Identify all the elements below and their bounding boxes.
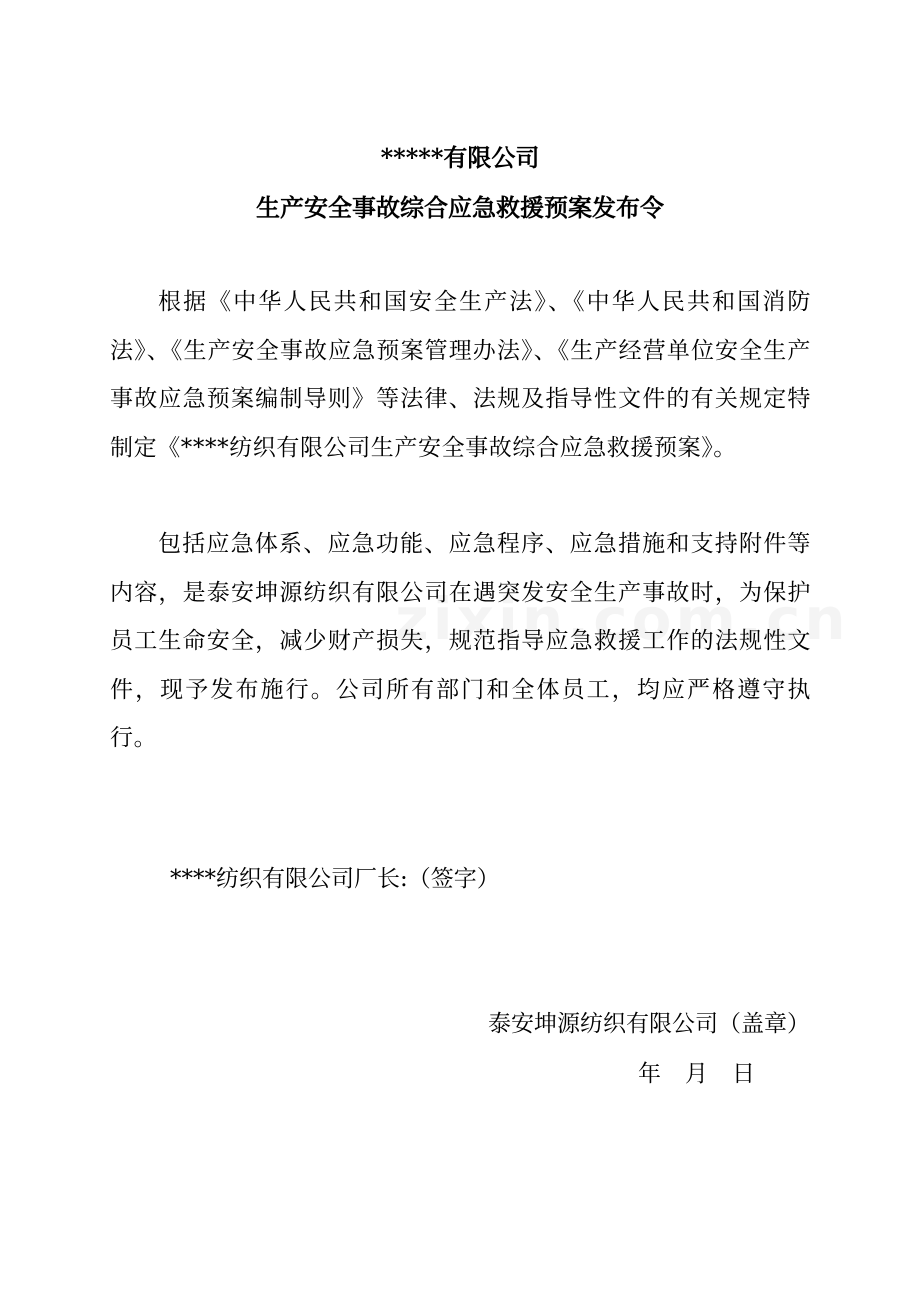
notice-title: 生产安全事故综合应急救援预案发布令 [256, 193, 664, 222]
date-year: 年 [638, 1061, 661, 1087]
date-month: 月 [685, 1061, 708, 1087]
company-title: *****有限公司 [380, 143, 540, 172]
seal-line: 泰安坤源纺织有限公司（盖章） [488, 1011, 810, 1037]
date-day: 日 [732, 1061, 755, 1087]
body-paragraph-1: 根据《中华人民共和国安全生产法》、《中华人民共和国消防法》、《生产安全事故应急预案管理办法》、《生产经营单位安全生产事故应急预案编制导则》等法律、法规及指导性文件的有关规定特制定《****纺织有限公司生产安全事故综合应急救援预案》。 [110, 289, 811, 461]
date-line [638, 1058, 755, 1090]
signature-line: ****纺织有限公司厂长:（签字） [170, 866, 500, 892]
body-paragraph-2: 包括应急体系、应急功能、应急程序、应急措施和支持附件等内容，是泰安坤源纺织有限公司在遇突发安全生产事故时，为保护员工生命安全，减少财产损失，规范指导应急救援工作的法规性文件，现予发布施行。公司所有部门和全体员工，均应严格遵守执行。 [110, 531, 811, 751]
